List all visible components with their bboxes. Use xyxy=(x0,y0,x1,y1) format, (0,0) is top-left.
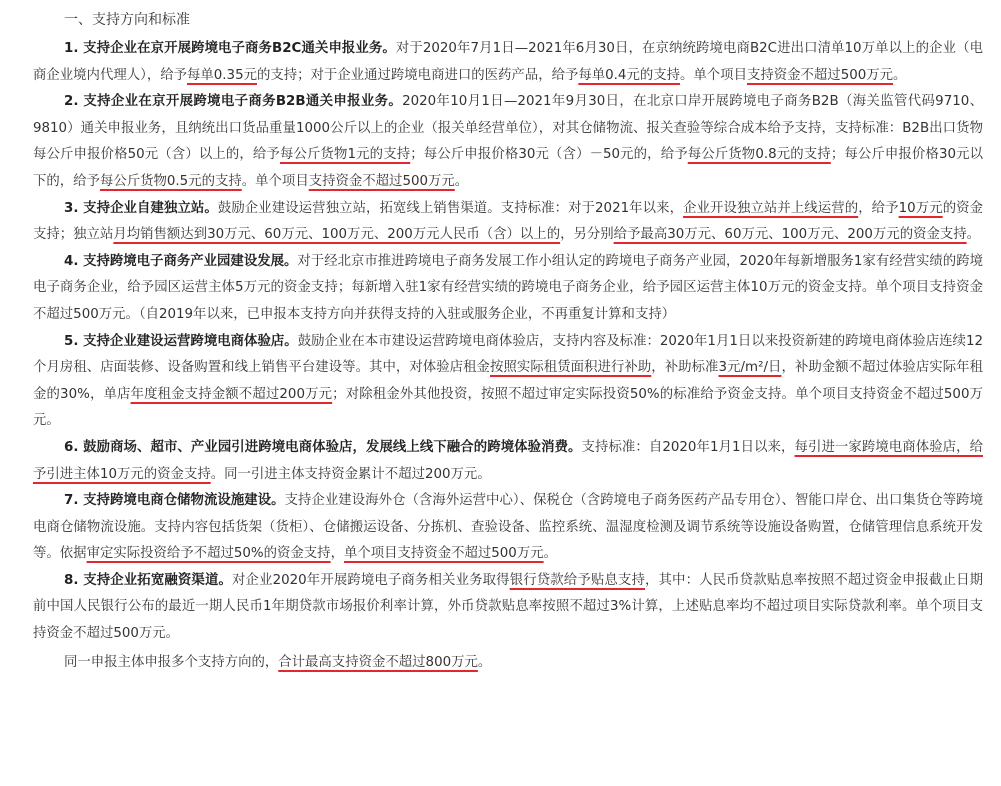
underlined-text: 企业开设独立站并上线运营的 xyxy=(683,200,859,216)
body-text: ；每公斤申报价格30元以下的，给予 xyxy=(33,147,984,189)
summary-paragraph xyxy=(33,650,983,677)
body-text: 。单个项目 xyxy=(680,67,747,83)
summary-text: 同一申报主体申报多个支持方向的， xyxy=(64,654,279,670)
item-lead: 4. 支持跨境电子商务产业园建设发展。 xyxy=(64,253,298,269)
body-text: 。单个项目 xyxy=(241,173,309,189)
underlined-text: 每公斤货物0.8元的支持 xyxy=(687,147,831,163)
section-heading: 一、支持方向和标准 xyxy=(64,12,190,28)
item-lead: 8. 支持企业拓宽融资渠道。 xyxy=(64,572,232,588)
body-text: 鼓励企业建设运营独立站，拓宽线上销售渠道。支持标准：对于2021年以来， xyxy=(217,200,684,216)
body-text: 。 xyxy=(543,546,557,562)
underlined-text: 10万元 xyxy=(898,200,943,216)
underlined-text: 审定实际投资给予不超过50%的资金支持 xyxy=(86,546,331,562)
summary-cap-underlined: 合计最高支持资金不超过800万元 xyxy=(278,654,478,670)
underlined-text: 每单0.35元 xyxy=(187,67,257,83)
body-text: ，其中：人民币贷款贴息率按照不超过资金申报截止日期前中国人民银行公布的最近一期人民币1年期贷款市场报价利率计算，外币贷款贴息率按照不超过3%计算，上述贴息率均不超过项目实际贷款利率。单个项目支持资金不超过500万元。 xyxy=(33,572,984,642)
body-text: 。 xyxy=(454,173,469,189)
body-text: 支持标准：自2020年1月1日以来， xyxy=(581,439,795,455)
policy-item-7 xyxy=(33,488,983,568)
underlined-text: 按照实际租赁面积进行补助 xyxy=(490,360,652,376)
underlined-text: 3元/m²/日 xyxy=(718,360,782,376)
summary-end: 。 xyxy=(477,654,492,670)
body-text: 支持企业建设海外仓（含海外运营中心）、保税仓（含跨境电子商务医药产品专用仓）、智能口岸仓、出口集货仓等跨境电商仓储物流设施。支持内容包括货架（货柜）、仓储搬运设备、分拣机、查验设备、监控系统、温湿度检测及调节系统等设施设备购置，仓储管理信息系统开发等。依据 xyxy=(33,493,983,562)
underlined-text: 每公斤货物0.5元的支持 xyxy=(99,173,242,189)
item-lead: 1. 支持企业在京开展跨境电子商务B2C通关申报业务。 xyxy=(64,41,396,56)
item-lead: 2. 支持企业在京开展跨境电子商务B2B通关申报业务。 xyxy=(64,94,403,110)
policy-item-3 xyxy=(33,196,983,249)
underlined-text: 单个项目支持资金不超过500万元 xyxy=(343,546,544,562)
underlined-text: 每单0.4元的支持 xyxy=(578,67,681,83)
underlined-text: 年度租金支持金额不超过200万元 xyxy=(130,386,333,402)
body-text: 的资金支持；独立站 xyxy=(33,200,984,243)
body-text: 。 xyxy=(966,227,981,243)
body-text: 2020年10月1日—2021年9月30日，在北京口岸开展跨境电子商务B2B（海关监管代码9710、9810）通关申报业务，且纳统出口货品重量1000公斤以上的企业（报关单经营单位），对其仓储物流、报关查验等综合成本给予支持，支持标准：B2B出口货物每公斤申报价格50元（含）以上的，给予 xyxy=(33,94,984,163)
underlined-text: 月均销售额达到30万元、60万元、100万元、200万元人民币（含）以上的 xyxy=(113,227,561,243)
underlined-text: 银行贷款给予贴息支持 xyxy=(509,572,645,588)
item-lead: 7. 支持跨境电商仓储物流设施建设。 xyxy=(64,493,285,509)
body-text: ，给予 xyxy=(858,200,899,216)
underlined-text: 给予最高30万元、60万元、100万元、200万元的资金支持 xyxy=(613,227,967,243)
body-text: 对企业2020年开展跨境电子商务相关业务取得 xyxy=(232,572,510,588)
underlined-text: 每公斤货物1元的支持 xyxy=(279,147,411,163)
item-list xyxy=(33,36,983,648)
body-text: 对于经北京市推进跨境电子商务发展工作小组认定的跨境电子商务产业园，2020年每新增服务1家有经营实绩的跨境电子商务企业，给予园区运营主体5万元的资金支持；每新增入驻1家有经营实绩的跨境电子商务企业，给予园区运营主体10万元的资金支持。单个项目支持资金不超过500万元。（自2019年以来，已申报本支持方向并获得支持的入驻或服务企业，不再重复计算和支持） xyxy=(33,253,983,322)
underlined-text: 每引进一家跨境电商体验店，给予引进主体10万元的资金支持 xyxy=(33,439,983,482)
item-lead: 3. 支持企业自建独立站。 xyxy=(64,200,218,216)
underlined-text: 支持资金不超过500万元 xyxy=(308,173,455,189)
policy-item-2 xyxy=(33,89,983,195)
policy-item-6 xyxy=(33,435,983,488)
body-text: ，补助标准 xyxy=(651,360,719,376)
body-text: ， xyxy=(330,546,344,562)
body-text: ，补助金额不超过体验店实际年租金的30%，单店 xyxy=(33,360,984,402)
item-lead: 6. 鼓励商场、超市、产业园引进跨境电商体验店，发展线上线下融合的跨境体验消费。 xyxy=(64,439,582,455)
body-text: 鼓励企业在本市建设运营跨境电商体验店，支持内容及标准：2020年1月1日以来投资新建的跨境电商体验店连续12个月房租、店面装修、设备购置和线上销售平台建设等。其中，对体验店租金 xyxy=(33,333,983,376)
body-text: 。 xyxy=(893,67,907,83)
policy-item-5 xyxy=(33,329,983,435)
policy-item-4 xyxy=(33,249,983,329)
body-text: 的支持；对于企业通过跨境电商进口的医药产品，给予 xyxy=(257,67,579,83)
underlined-text: 支持资金不超过500万元 xyxy=(746,67,894,83)
body-text: 对于2020年7月1日—2021年6月30日，在京纳统跨境电商B2C进出口清单10万单以上的企业（电商企业境内代理人），给予 xyxy=(33,41,983,83)
body-text: ；每公斤申报价格30元（含）－50元的，给予 xyxy=(410,147,688,163)
policy-item-8 xyxy=(33,568,983,648)
body-text: ；对除租金外其他投资，按照不超过审定实际投资50%的标准给予资金支持。单个项目支持资金不超过500万元。 xyxy=(33,386,983,429)
body-text: 。同一引进主体支持资金累计不超过200万元。 xyxy=(210,466,491,482)
body-text: ，另分别 xyxy=(560,227,614,243)
item-lead: 5. 支持企业建设运营跨境电商体验店。 xyxy=(64,333,298,349)
policy-item-1 xyxy=(33,36,983,89)
